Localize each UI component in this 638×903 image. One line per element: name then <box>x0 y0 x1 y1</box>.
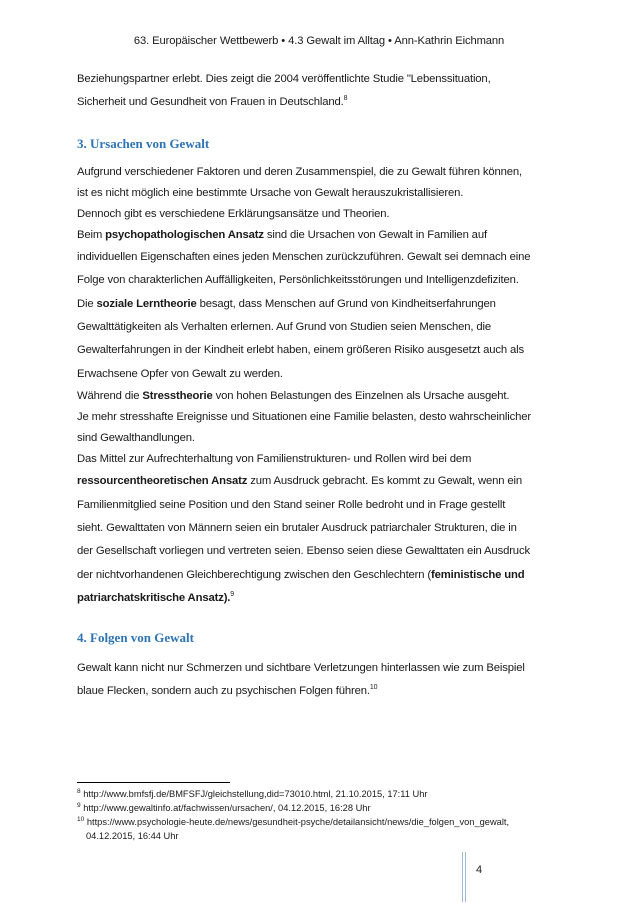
text-line: Die soziale Lerntheorie besagt, dass Menschen auf Grund von Kindheitserfahrungen <box>77 297 496 310</box>
section-4-heading: 4. Folgen von Gewalt <box>77 629 194 645</box>
text-line: individuellen Eigenschaften eines jeden Menschen zurückzuführen. Gewalt sei demnach eine <box>77 250 531 263</box>
text-line: Gewalterfahrungen in der Kindheit erlebt haben, einem größeren Risiko ausgesetzt auch als <box>77 344 524 357</box>
text-line: Folge von charakterlichen Auffälligkeiten, Persönlichkeitsstörungen und Intelligenzdefiziten. <box>77 274 519 287</box>
text-line: der Gesellschaft vorliegen und vertreten seien. Ebenso seien diese Gewalttaten ein Ausdruck <box>77 545 530 558</box>
text-line: ressourcentheoretischen Ansatz zum Ausdruck gebracht. Es kommt zu Gewalt, wenn ein <box>77 475 522 488</box>
term-patriarchatskritisch: patriarchatskritische Ansatz). <box>77 592 231 605</box>
term-feministisch: feministische und <box>431 568 525 581</box>
footnote-10-continued: 04.12.2015, 16:44 Uhr <box>86 831 179 841</box>
text-line: blaue Flecken, sondern auch zu psychischen Folgen führen.$^{10}$ <box>77 684 378 698</box>
footnote-link[interactable]: http://www.gewaltinfo.at/fachwissen/ursachen/, 04.12.2015, 16:28 Uhr <box>83 803 371 813</box>
section-3-body <box>77 162 569 611</box>
text-line: Familienmitglied seine Position und den Stand seiner Rolle bedroht und in Frage gestellt <box>77 498 506 511</box>
text-line: Aufgrund verschiedener Faktoren und deren Zusammenspiel, die zu Gewalt führen können, <box>77 165 523 178</box>
footnote-ref: 8 <box>343 95 348 103</box>
intro-paragraph <box>77 68 569 115</box>
text-line: sieht. Gewalttaten von Männern seien ein brutaler Ausdruck patriarchaler Strukturen, die in <box>77 522 517 535</box>
footnote-link[interactable]: http://www.bmfsfj.de/BMFSFJ/gleichstellung,did=73010.html, 21.10.2015, 17:11 Uhr <box>83 789 428 799</box>
term-psychopathologisch: psychopathologischen Ansatz <box>105 228 264 241</box>
text-line: Sicherheit und Gesundheit von Frauen in Deutschland.$^8$ <box>77 95 348 109</box>
term-stresstheorie: Stresstheorie <box>142 390 213 403</box>
text-line: Beziehungspartner erlebt. Dies zeigt die 2004 veröffentlichte Studie "Lebenssituation, <box>77 73 491 85</box>
text-line: Erwachsene Opfer von Gewalt zu werden. <box>77 367 283 380</box>
text-line: Dennoch gibt es verschiedene Erklärungsansätze und Theorien. <box>77 207 390 220</box>
text-line: Gewalt kann nicht nur Schmerzen und sichtbare Verletzungen hinterlassen wie zum Beispiel <box>77 661 525 674</box>
footnotes <box>77 787 569 843</box>
text-line <box>77 587 569 610</box>
main-content <box>77 68 569 704</box>
footnote-8: $^8$ http://www.bmfsfj.de/BMFSFJ/gleichstellung,did=73010.html, 21.10.2015, 17:11 Uhr <box>77 787 428 799</box>
text-line: Gewalttätigkeiten als Verhalten erlernen. Auf Grund von Studien seien Menschen, die <box>77 321 491 334</box>
term-ressourcentheoretisch: ressourcentheoretischen Ansatz <box>77 475 248 488</box>
term-soziale-lerntheorie: soziale Lerntheorie <box>96 297 197 310</box>
text-line: der nichtvorhandenen Gleichberechtigung zwischen den Geschlechtern (feministische und <box>77 568 525 581</box>
text-line: Je mehr stresshafte Ereignisse und Situationen eine Familie belasten, desto wahrscheinlicher <box>77 411 532 424</box>
footnote-ref: 10 <box>369 684 378 692</box>
footnote-separator <box>77 782 230 783</box>
page-number-bar <box>462 852 468 902</box>
text-line: ist es nicht möglich eine bestimmte Ursache von Gewalt herauszukristallisieren. <box>77 186 464 199</box>
footnote-link[interactable]: https://www.psychologie-heute.de/news/gesundheit-psyche/detailansicht/news/die_folgen_von_gewalt, <box>86 817 510 827</box>
text-line: sind Gewalthandlungen. <box>77 432 195 445</box>
page-number: 4 <box>476 864 483 876</box>
page-header: 63. Europäischer Wettbewerb • 4.3 Gewalt im Alltag • Ann-Kathrin Eichmann <box>133 35 505 47</box>
section-3-heading: 3. Ursachen von Gewalt <box>77 135 210 151</box>
footnote-9: $^9$ http://www.gewaltinfo.at/fachwissen/ursachen/, 04.12.2015, 16:28 Uhr <box>77 801 371 813</box>
footnote-ref: 9 <box>230 591 235 599</box>
footnote-10: $^{10}$ https://www.psychologie-heute.de/news/gesundheit-psyche/detailansicht/news/die_folgen_von_gewalt, <box>77 815 510 827</box>
page-bar-line <box>462 852 463 902</box>
section-4-body <box>77 657 569 704</box>
text-line: Beim psychopathologischen Ansatz sind die Ursachen von Gewalt in Familien auf <box>77 228 487 241</box>
text-line: Das Mittel zur Aufrechterhaltung von Familienstrukturen- und Rollen wird bei dem <box>77 453 472 466</box>
text-line: Während die Stresstheorie von hohen Belastungen des Einzelnen als Ursache ausgeht. <box>77 390 510 403</box>
page-bar-line <box>465 852 466 902</box>
